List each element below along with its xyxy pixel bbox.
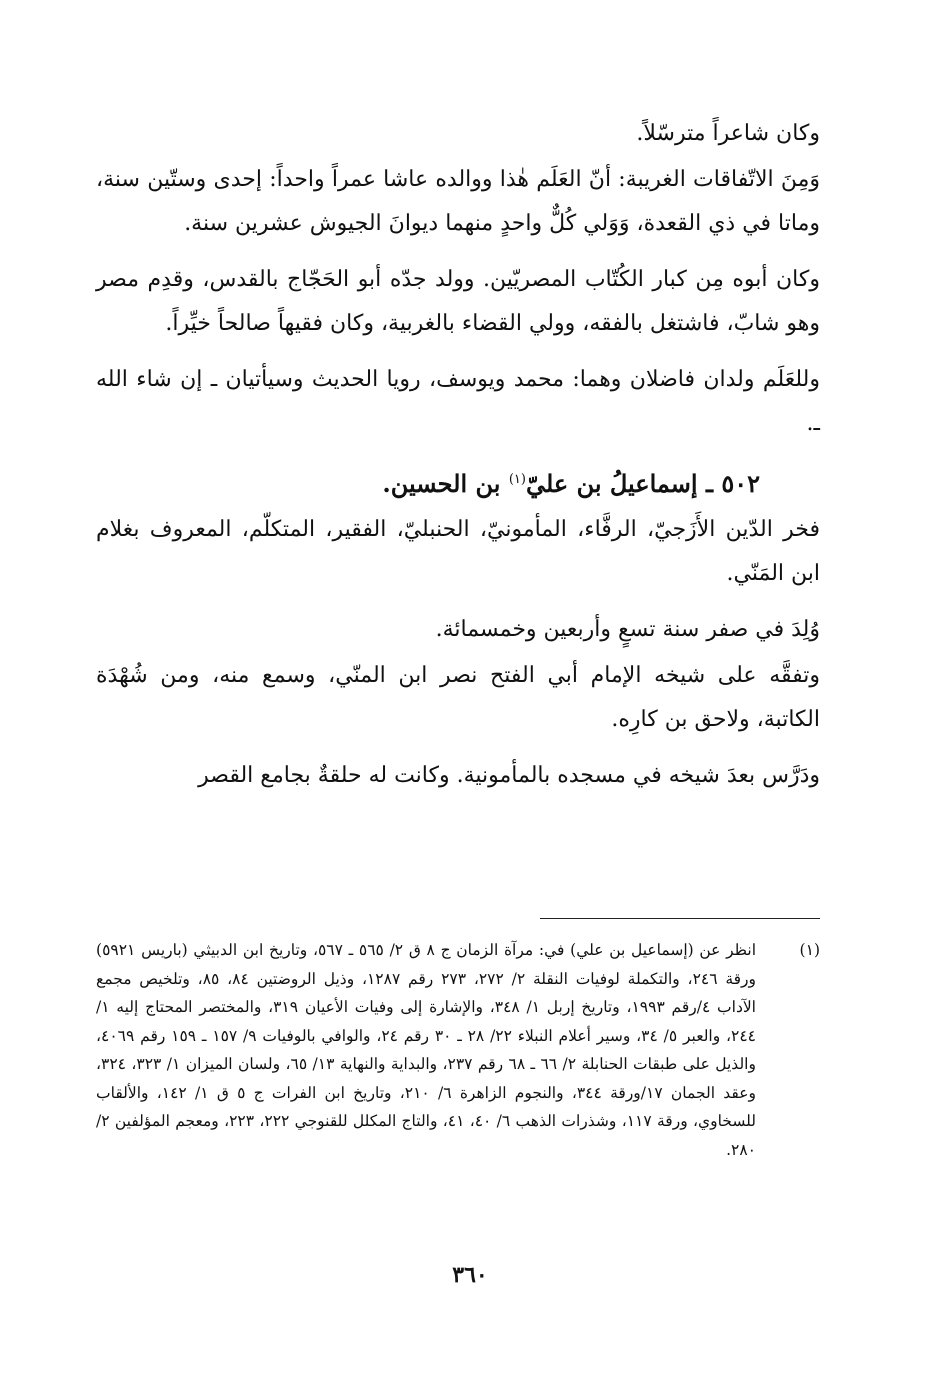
main-text — [96, 112, 820, 810]
footnote-ref[interactable]: (١) — [508, 472, 526, 487]
entry-heading-name: ٥٠٢ ـ إسماعيلُ بن عليّ — [525, 469, 760, 498]
paragraph-2: وَمِنَ الاتّفاقات الغريبة: أنّ العَلَم هٰذا ووالده عاشا عمراً واحداً: إحدى وستّين سنة، وماتا في ذي القعدة، وَوَلي كُلٌّ واحدٍ منهما ديوانَ الجيوش عشرين سنة. — [96, 167, 820, 236]
footnote-number: (١) — [799, 941, 820, 959]
paragraph-4: وللعَلَم ولدان فاضلان وهما: محمد ويوسف، رويا الحديث وسيأتيان ـ إن شاء الله ـ. — [96, 367, 820, 436]
footnote — [96, 936, 820, 1164]
entry-paragraph-3: وتفقَّه على شيخه الإمام أبي الفتح نصر ابن المنّي، وسمع منه، ومن شُهْدَة الكاتبة، ولاحق بن كارِه. — [96, 663, 820, 732]
entry-heading-tail: بن الحسين. — [382, 469, 509, 498]
footnote-text: انظر عن (إسماعيل بن علي) في: مرآة الزمان ج ٨ ق ٢/ ٥٦٥ ـ ٥٦٧، وتاريخ ابن الدبيثي (باريس ٥٩٢١) ورقة ٢٤٦، والتكملة لوفيات النقلة ٢/ ٢٧٢، ٢٧٣ رقم ١٢٨٧، وذيل الروضتين ٨٤، ٨٥، وتلخيص مجمع الآداب ٤/رقم ١٩٩٣، وتاريخ إربل ١/ ٣٤٨، والإشارة إلى وفيات الأعيان ٣١٩، والمختصر المحتاج إليه ١/ ٢٤٤، والعبر ٥/ ٣٤، وسير أعلام النبلاء ٢٢/ ٢٨ ـ ٣٠ رقم ٢٤، والوافي بالوفيات ٩/ ١٥٧ ـ ١٥٩ رقم ٤٠٦٩، والذيل على طبقات الحنابلة ٢/ ٦٦ ـ ٦٨ رقم ٢٣٧، والبداية والنهاية ١٣/ ٦٥، ولسان الميزان ١/ ٣٢٣، ٣٢٤، وعقد الجمان ١٧/ورقة ٣٤٤، والنجوم الزاهرة ٦/ ٢١٠، وتاريخ ابن الفرات ج ٥ ق ١/ ١٤٢، والألقاب للسخاوي، ورقة ١١٧، وشذرات الذهب ٦/ ٤٠، ٤١، والتاج المكلل للقنوجي ٢٢٢، ٢٢٣، ومعجم المؤلفين ٢/ ٢٨٠. — [96, 941, 757, 1159]
page-number: ٣٦٠ — [452, 1262, 488, 1288]
footnote-divider — [540, 918, 820, 919]
paragraph-1: وكان شاعراً مترسّلاً. — [636, 121, 820, 146]
entry-paragraph-1: فخر الدّين الأَزَجيّ، الرفَّاء، المأمونيّ، الحنبليّ، الفقير، المتكلّم، المعروف بغلام ابن المَنّي. — [96, 517, 820, 586]
entry-paragraph-4: ودَرَّس بعدَ شيخه في مسجده بالمأمونية. وكانت له حلقةٌ بجامع القصر — [198, 763, 820, 788]
entry-heading — [96, 458, 820, 506]
paragraph-3: وكان أبوه مِن كبار الكُتّاب المصريّين. وولد جدّه أبو الحَجّاج بالقدس، وقدِم مصر وهو شابّ، فاشتغل بالفقه، وولي القضاء بالغربية، وكان فقيهاً صالحاً خيِّراً. — [96, 267, 820, 336]
entry-paragraph-2: وُلِدَ في صفر سنة تسعٍ وأربعين وخمسمائة. — [435, 617, 820, 642]
